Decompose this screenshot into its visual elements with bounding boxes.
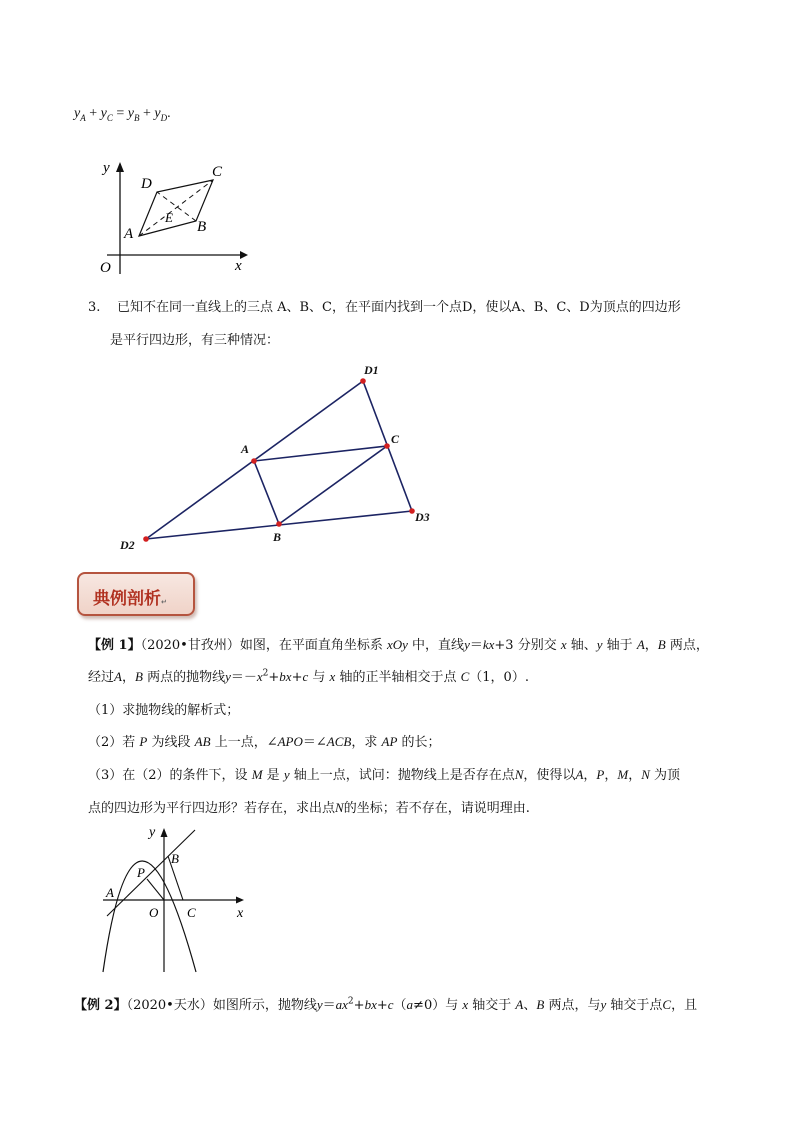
- example-2-tag: 【例 2】: [74, 998, 127, 1013]
- item-3-number: 3.: [88, 300, 101, 315]
- fig3-label-b: B: [171, 851, 179, 866]
- fig1-label-y: y: [103, 160, 110, 176]
- fig3-label-y: y: [149, 825, 156, 840]
- fig2-label-d3: D3: [415, 510, 430, 524]
- line-ab: [107, 830, 195, 916]
- item-3-line-1: 3. 已知不在同一直线上的三点 A、B、C，在平面内找到一个点D，使以A、B、C、D为顶点的四边形: [88, 300, 681, 315]
- fig3-x-axis-arrow: [236, 897, 244, 904]
- example-1-line-2: 经过A，B 两点的抛物线$y=-x^2+bx+c$ 与 x 轴的正半轴相交于点 C（1，0）.: [88, 668, 529, 685]
- fig2-label-d2: D2: [120, 538, 135, 552]
- fig1-label-o: O: [100, 260, 111, 276]
- fig1-label-x: x: [235, 258, 242, 274]
- fig2-label-c: C: [391, 432, 400, 446]
- fig3-label-a: A: [106, 885, 114, 900]
- segment-a-b: [254, 461, 279, 524]
- fig3-label-o: O: [149, 905, 159, 920]
- segment-b-c: [279, 446, 387, 524]
- point-c: [384, 443, 390, 449]
- example-1-question-3-line-1: （3）在（2）的条件下，设 M 是 y 轴上一点，试问：抛物线上是否存在点N，使得以A，P，M，N 为顶: [88, 767, 681, 783]
- point-a: [251, 458, 257, 464]
- point-d1: [360, 378, 366, 384]
- example-1-tag: 【例 1】: [88, 638, 141, 653]
- three-parallelograms-figure: [110, 360, 440, 552]
- fig3-label-x: x: [237, 906, 244, 921]
- fig1-label-a: A: [124, 226, 134, 242]
- fig3-y-axis-arrow: [161, 828, 168, 837]
- segment-a-c: [254, 446, 387, 461]
- fig2-label-a: A: [241, 442, 250, 456]
- fig1-label-c: C: [212, 164, 223, 180]
- fig1-label-e: E: [165, 210, 173, 225]
- example-2-line-1: 【例 2】（2020•天水）如图所示，抛物线$y=ax^2+bx+c(a\ne 0)$与 x 轴交于 A、B 两点，与y 轴交于点C，且: [74, 996, 698, 1013]
- example-1-question-1: （1）求抛物线的解析式；: [88, 703, 240, 718]
- fig3-label-c: C: [187, 905, 196, 920]
- item-3-line-2: 是平行四边形，有三种情况：: [110, 333, 280, 348]
- parabola-line-figure: [95, 822, 260, 974]
- coordinate-parallelogram-figure: [95, 152, 255, 277]
- fig2-label-b: B: [273, 530, 282, 544]
- point-d3: [409, 508, 415, 514]
- section-badge: [77, 572, 195, 616]
- diagonal-bd: [157, 192, 196, 221]
- fig3-label-p: P: [137, 865, 145, 880]
- vertex-sum-formula: $y_A + y_C = y_B + y_D$.: [74, 106, 171, 123]
- fig1-label-d: D: [141, 176, 152, 192]
- point-d2: [143, 536, 149, 542]
- section-title: 典例剖析↵: [93, 589, 167, 609]
- example-1-question-2: （2）若 P 为线段 AB 上一点，∠APO＝∠ACB，求 AP 的长；: [88, 734, 441, 750]
- y-axis-arrow: [116, 162, 124, 172]
- fig2-label-d1: D1: [364, 363, 379, 377]
- example-1-question-3-line-2: 点的四边形为平行四边形？若存在，求出点N的坐标；若不存在，请说明理由.: [88, 800, 530, 816]
- segment-p-o: [147, 879, 164, 900]
- point-b: [276, 521, 282, 527]
- fig1-label-b: B: [197, 219, 207, 235]
- example-1-line-1: 【例 1】（2020•甘孜州）如图，在平面直角坐标系 xOy 中，直线y＝kx+3 分别交 x 轴、y 轴于 A，B 两点，: [88, 637, 709, 653]
